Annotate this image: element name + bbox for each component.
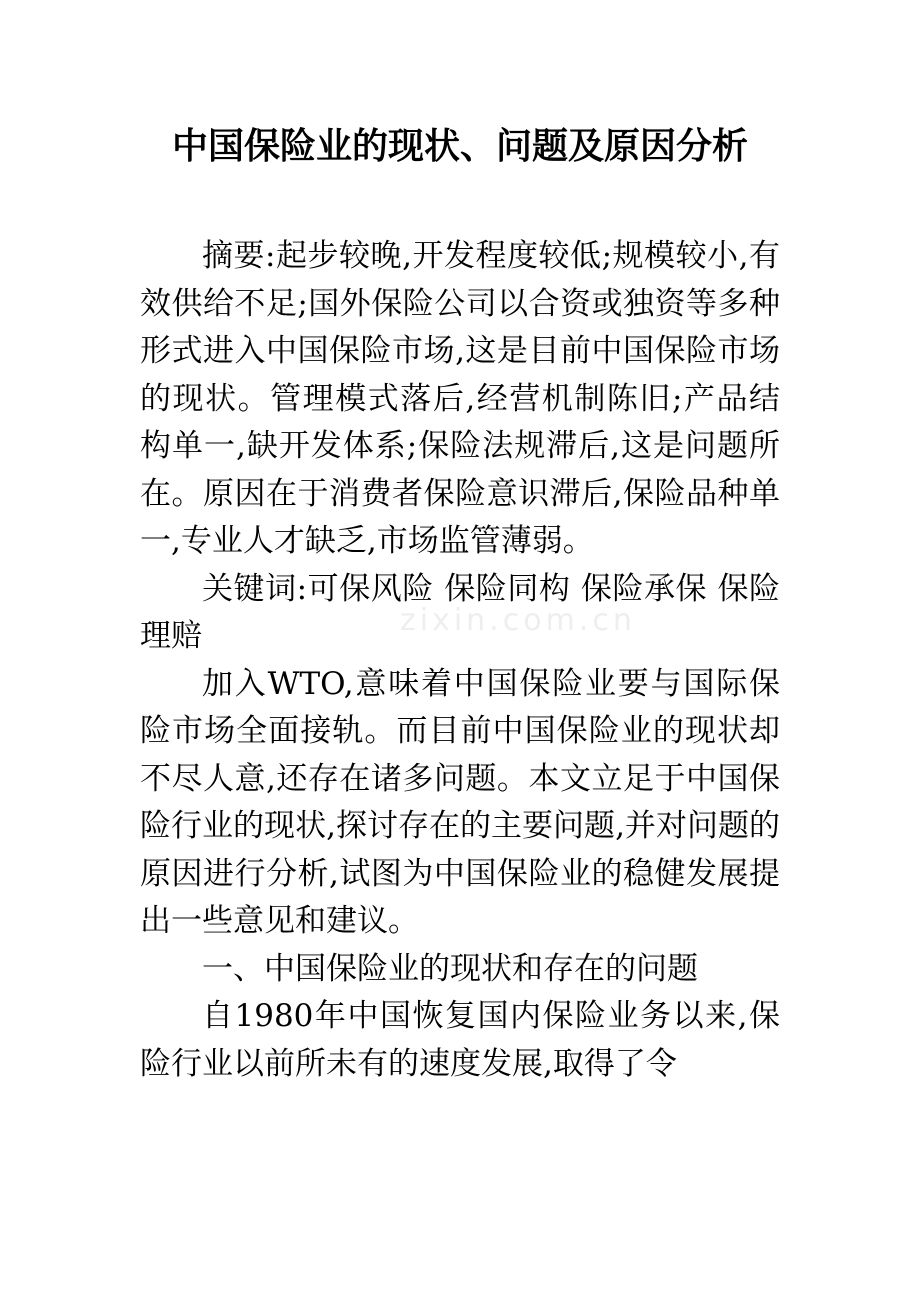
watermark: zixin.com.cn	[400, 603, 636, 638]
document-title: 中国保险业的现状、问题及原因分析	[171, 126, 748, 167]
section-paragraph: 自1980年中国恢复国内保险业务以来,保险行业以前所未有的速度发展,取得了令	[140, 998, 780, 1082]
document-body	[140, 233, 780, 1088]
keywords-paragraph: 关键词:可保风险 保险同构 保险承保 保险理赔	[140, 570, 780, 654]
section-heading: 一、中国保险业的现状和存在的问题	[202, 950, 698, 987]
abstract-paragraph: 摘要:起步较晚,开发程度较低;规模较小,有效供给不足;国外保险公司以合资或独资等多种形式进入中国保险市场,这是目前中国保险市场的现状。管理模式落后,经营机制陈旧;产品结构单一,缺开发体系;保险法规滞后,这是问题所在。原因在于消费者保险意识滞后,保险品种单一,专业人才缺乏,市场监管薄弱。	[140, 238, 780, 559]
intro-paragraph: 加入WTO,意味着中国保险业要与国际保险市场全面接轨。而目前中国保险业的现状却不尽人意,还存在诸多问题。本文立足于中国保险行业的现状,探讨存在的主要问题,并对问题的原因进行分析,试图为中国保险业的稳健发展提出一些意见和建议。	[140, 665, 780, 939]
